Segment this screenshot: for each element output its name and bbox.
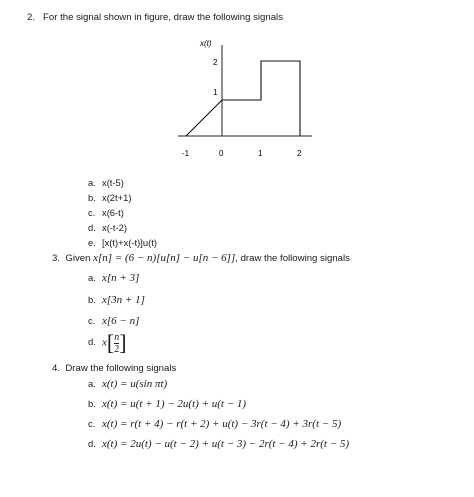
q3-after: , draw the following signals — [235, 253, 350, 264]
q2-item-c: c. x(6-t) — [88, 207, 124, 218]
x-tick-1: 1 — [258, 149, 263, 158]
q3-equation: x[n] = (6 − n)[u[n] − u[n − 6]] — [93, 252, 236, 264]
q2-item-a: a. x(t-5) — [88, 177, 124, 188]
y-tick-1: 1 — [213, 88, 218, 97]
signal-figure — [0, 30, 474, 190]
q2-item-b: b. x(2t+1) — [88, 192, 132, 203]
q4-number: 4. — [52, 363, 61, 374]
q2-item-e: e. [x(t)+x(-t)]u(t) — [88, 237, 157, 248]
q4-item-b: b. x(t) = u(t + 1) − 2u(t) + u(t − 1) — [88, 398, 247, 410]
q3-item-d: d. x[ $\frac{n}{2}$ ] — [88, 330, 127, 355]
q4-item-d: d. x(t) = 2u(t) − u(t − 2) + u(t − 3) − 2r(t − 4) + 2r(t − 5) — [88, 438, 350, 450]
x-tick-2: 2 — [297, 149, 302, 158]
fraction: $\frac{n}{2}$ — [114, 331, 120, 355]
q2-heading — [27, 12, 283, 23]
q4-item-a: a. x(t) = u(sin πt) — [88, 378, 168, 390]
q2-text: For the signal shown in figure, draw the following signals — [43, 12, 283, 23]
q4-item-c: c. x(t) = r(t + 4) − r(t + 2) + u(t) − 3r(t − 4) + 3r(t − 5) — [88, 418, 342, 430]
x-tick-neg1: -1 — [182, 149, 190, 158]
q3-item-b: b. x[3n + 1] — [88, 294, 145, 306]
q3-item-c: c. x[6 − n] — [88, 315, 140, 327]
q4-heading — [52, 363, 176, 374]
q3-number: 3. — [52, 253, 61, 264]
q2-number: 2. — [27, 12, 36, 23]
ylabel: x(t) — [200, 39, 212, 48]
q4-text: Draw the following signals — [65, 363, 177, 374]
x-tick-0: 0 — [219, 149, 224, 158]
q3-given: Given — [65, 253, 91, 264]
q3-item-a: a. x[n + 3] — [88, 272, 140, 284]
q2-item-d: d. x(-t-2) — [88, 222, 127, 233]
signal-trace — [186, 61, 300, 136]
q3-heading — [52, 252, 350, 264]
y-tick-2: 2 — [213, 58, 218, 67]
